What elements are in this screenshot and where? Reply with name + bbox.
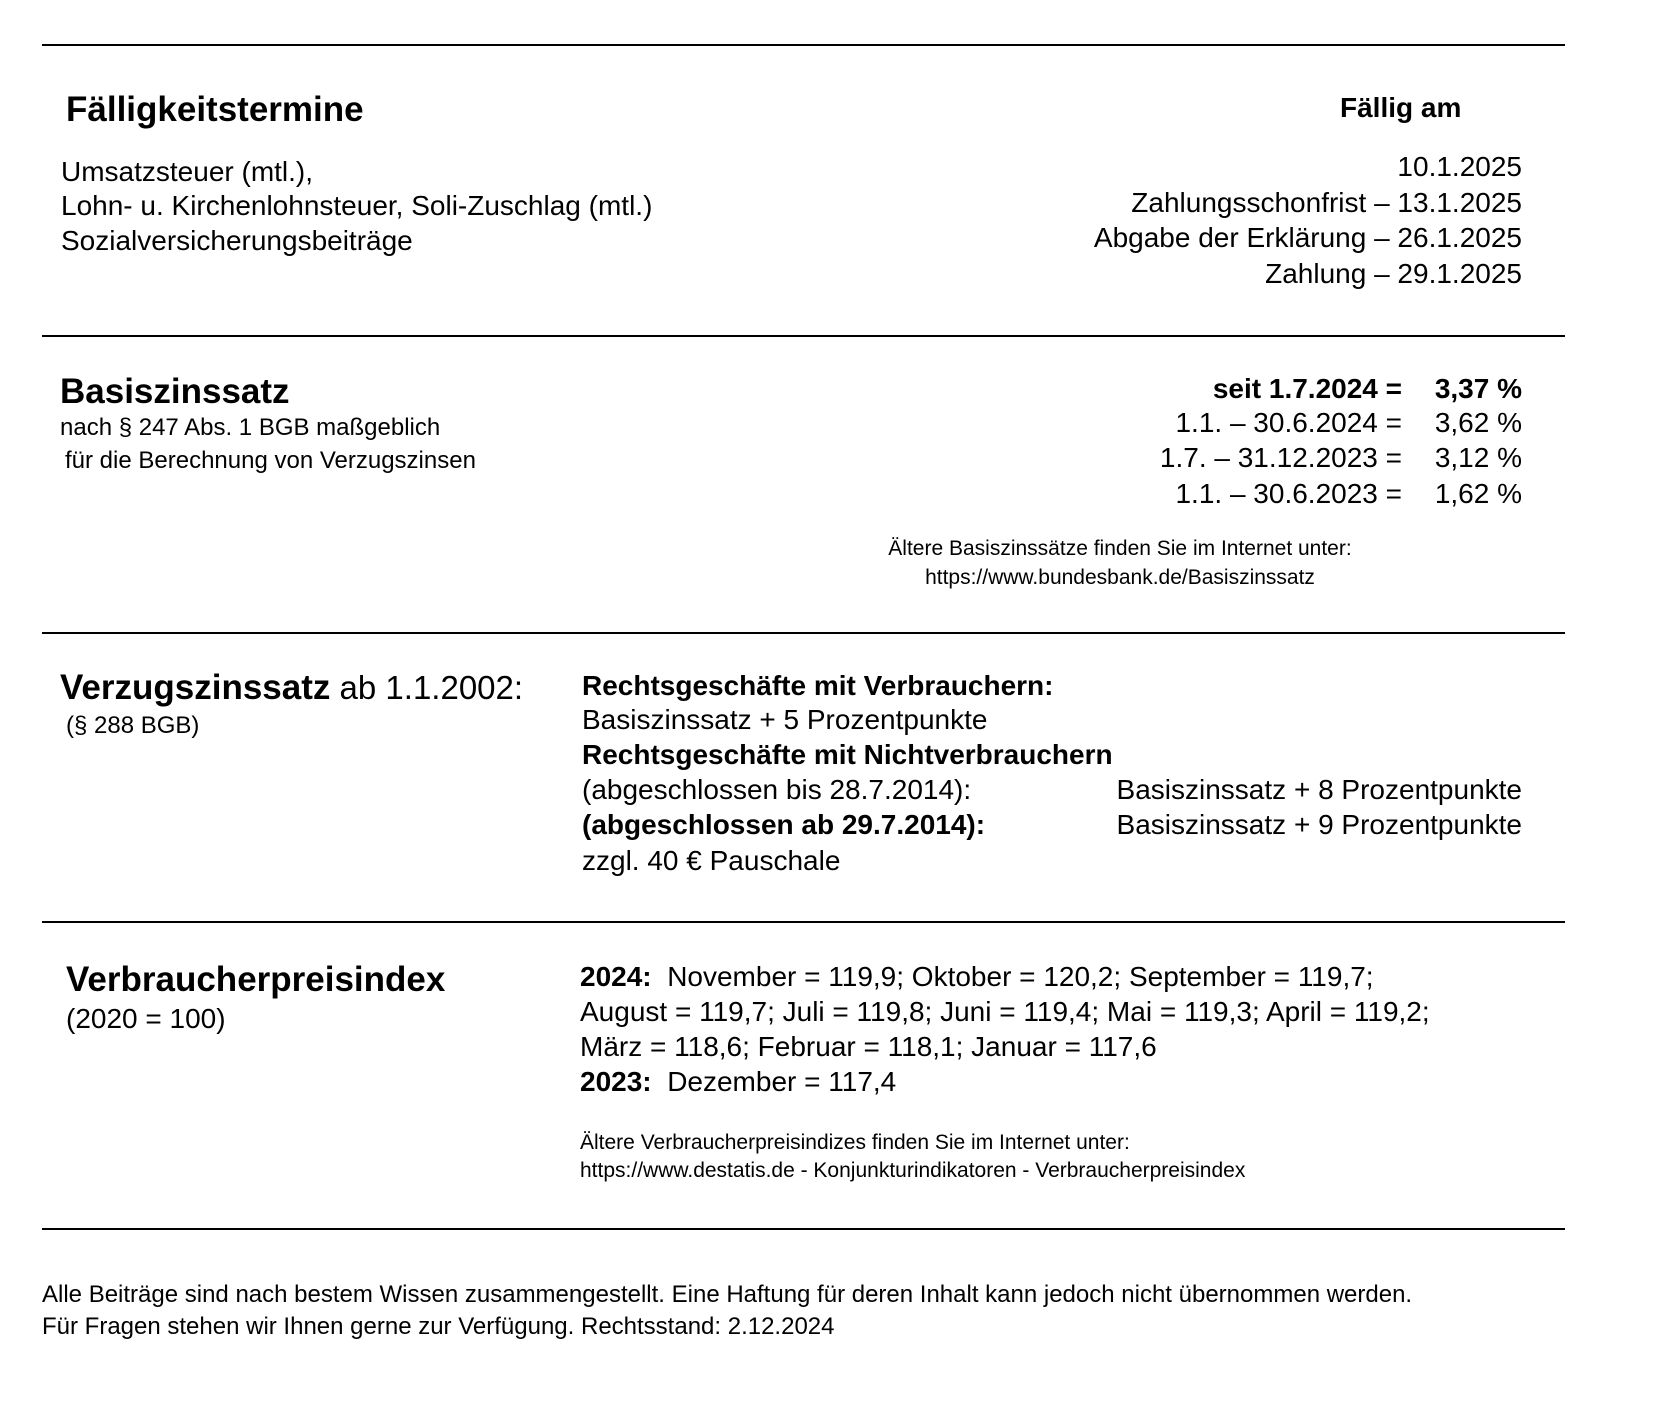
consumer-rate: Basiszinssatz + 5 Prozentpunkte: [582, 704, 988, 735]
rate-value: 1,62 %: [1434, 478, 1522, 509]
section-title: Verbraucherpreisindex: [66, 960, 446, 999]
business-until-label: (abgeschlossen bis 28.7.2014):: [582, 774, 972, 805]
flat-fee: zzgl. 40 € Pauschale: [582, 845, 841, 876]
vpi-line: März = 118,6; Februar = 118,1; Januar = 117,6: [580, 1031, 1157, 1062]
vpi-values: November = 119,9; Oktober = 120,2; September = 119,7;: [667, 961, 1374, 992]
section-subtitle: (§ 288 BGB): [66, 712, 200, 739]
section-title: Basiszinssatz: [60, 372, 290, 411]
rate-value: 3,37 %: [1434, 373, 1522, 404]
title-rest: ab 1.1.2002:: [330, 669, 524, 706]
archive-note: Ältere Basiszinssätze finden Sie im Internet unter:: [888, 537, 1352, 560]
section-subtitle: nach § 247 Abs. 1 BGB maßgeblich: [60, 414, 441, 441]
business-from-rate: Basiszinssatz + 9 Prozentpunkte: [1116, 809, 1522, 840]
section-title: Fälligkeitstermine: [66, 90, 364, 129]
due-column-header: Fällig am: [1340, 92, 1462, 123]
rate-period: 1.1. – 30.6.2023 =: [1175, 478, 1402, 509]
rate-value: 3,12 %: [1434, 442, 1522, 473]
tax-item: Lohn- u. Kirchenlohnsteuer, Soli-Zuschlag (mtl.): [61, 190, 653, 221]
rate-row: [1000, 442, 1522, 476]
due-date: 10.1.2025: [1397, 151, 1522, 182]
tax-item: Umsatzsteuer (mtl.),: [61, 156, 314, 187]
vpi-line: [580, 961, 1374, 993]
base-rate-table: [1000, 373, 1522, 513]
year-label: 2024:: [580, 961, 652, 992]
divider: [42, 1228, 1565, 1230]
rate-period: 1.1. – 30.6.2024 =: [1175, 407, 1402, 438]
bundesbank-link[interactable]: https://www.bundesbank.de/Basiszinssatz: [925, 566, 1315, 589]
rate-period: 1.7. – 31.12.2023 =: [1159, 442, 1402, 473]
business-from-label: (abgeschlossen ab 29.7.2014):: [582, 809, 986, 840]
business-until-rate: Basiszinssatz + 8 Prozentpunkte: [1116, 774, 1522, 805]
rate-value: 3,62 %: [1434, 407, 1522, 438]
rate-row: [1000, 373, 1522, 407]
year-label: 2023:: [580, 1066, 652, 1097]
section-title: [60, 668, 523, 708]
tax-item: Sozialversicherungsbeiträge: [61, 225, 413, 256]
divider: [42, 335, 1565, 337]
divider: [42, 44, 1565, 46]
divider: [42, 921, 1565, 923]
rate-row: [1000, 407, 1522, 441]
due-date: Zahlungsschonfrist – 13.1.2025: [1131, 187, 1522, 218]
vpi-values: Dezember = 117,4: [667, 1066, 897, 1097]
section-subtitle: für die Berechnung von Verzugszinsen: [65, 447, 476, 474]
divider: [42, 632, 1565, 634]
archive-note: Ältere Verbraucherpreisindizes finden Sie im Internet unter:: [580, 1131, 1130, 1154]
disclaimer: Alle Beiträge sind nach bestem Wissen zusammengestellt. Eine Haftung für deren Inhalt kann jedoch nicht übernommen werden.: [42, 1281, 1413, 1308]
business-heading: Rechtsgeschäfte mit Nichtverbrauchern: [582, 739, 1113, 770]
rate-row: [1000, 478, 1522, 512]
due-date: Zahlung – 29.1.2025: [1265, 258, 1522, 289]
title-bold: Verzugszinssatz: [60, 668, 331, 707]
legal-status: Für Fragen stehen wir Ihnen gerne zur Verfügung. Rechtsstand: 2.12.2024: [42, 1313, 835, 1340]
section-subtitle: (2020 = 100): [66, 1003, 226, 1034]
due-date: Abgabe der Erklärung – 26.1.2025: [1093, 222, 1522, 253]
vpi-line: [580, 1066, 896, 1098]
consumer-heading: Rechtsgeschäfte mit Verbrauchern:: [582, 670, 1054, 701]
rate-period: seit 1.7.2024 =: [1212, 373, 1402, 404]
vpi-line: August = 119,7; Juli = 119,8; Juni = 119,4; Mai = 119,3; April = 119,2;: [580, 996, 1430, 1027]
destatis-link[interactable]: https://www.destatis.de - Konjunkturindikatoren - Verbraucherpreisindex: [580, 1159, 1246, 1182]
